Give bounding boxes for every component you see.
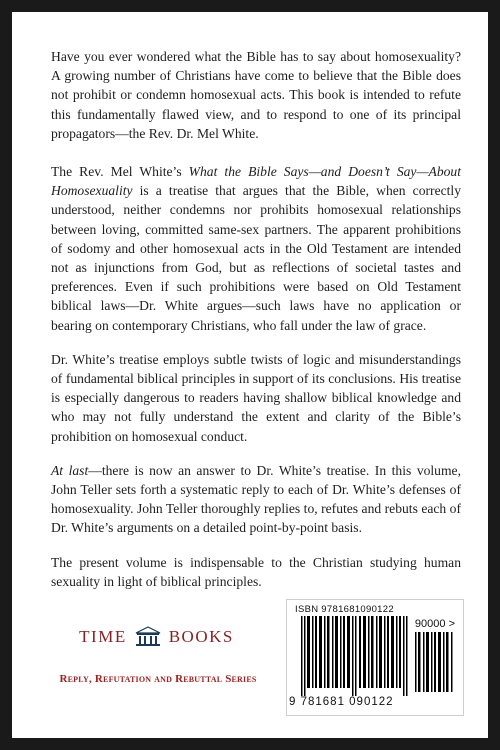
paragraph-2-rest: is a treatise that argues that the Bible, when correctly understood, neither condemns nor prohibits homosexual relationships between loving, committed same-sex partners. The apparent prohibitions of sodomy and other homosexual acts in the Old Testament are intended not as injunctions from God, but as reflections of societal tastes and preferences. Even if such prohibitions were based on Old Testament biblical laws—Dr. White argues—such laws have no application or bearing on contemporary Christians, who fall under the law of grace. xyxy=(51,183,461,333)
blurb xyxy=(51,47,461,606)
temple-icon xyxy=(135,626,161,648)
paragraph-4-rest: —there is now an answer to Dr. White’s treatise. In this volume, John Teller sets forth a systematic reply to each of Dr. White’s defenses of homosexuality. John Teller thoroughly replies to, refutes and rebuts each of Dr. White’s arguments on a detailed point-by-point basis. xyxy=(51,462,461,536)
paragraph-1: Have you ever wondered what the Bible has to say about homosexuality? A growing number of Christians have come to believe that the Bible does not prohibit or condemn homosexual acts. This book is intended to refute this fundamentally flawed view, and to respond to one of its principal propagators—the Rev. Dr. Mel White. xyxy=(51,49,461,141)
barcode xyxy=(286,599,464,716)
paragraph-4-emphasis: At last xyxy=(51,462,89,478)
paragraph-4 xyxy=(51,461,461,538)
series-name: Reply, Refutation and Rebuttal Series xyxy=(59,673,257,685)
publisher-word-1: TIME xyxy=(79,627,127,646)
publisher-word-2: BOOKS xyxy=(168,627,234,646)
paragraph-2 xyxy=(51,162,461,335)
paragraph-2-intro: The Rev. Mel White’s xyxy=(51,164,189,180)
paragraph-5: The present volume is indispensable to the Christian studying human sexuality in light of biblical principles. xyxy=(51,554,461,589)
addon-bars xyxy=(415,632,455,692)
barcode-bars xyxy=(301,616,409,696)
isbn-label: ISBN 9781681090122 xyxy=(295,604,394,615)
price-code: 90000 > xyxy=(414,618,455,630)
publisher-logo xyxy=(69,626,244,648)
paragraph-3: Dr. White’s treatise employs subtle twists of logic and misunderstandings of fundamental biblical principles in support of its conclusions. His treatise is especially dangerous to readers having shallow biblical knowledge and who may not fully understand the extent and clarity of the Bible’s prohibition on homosexual conduct. xyxy=(51,351,461,444)
book-title: What the Bible Says—and Doesn’t Say—About Homosexuality xyxy=(51,164,462,199)
isbn-digits: 9 781681 090122 xyxy=(289,696,394,708)
